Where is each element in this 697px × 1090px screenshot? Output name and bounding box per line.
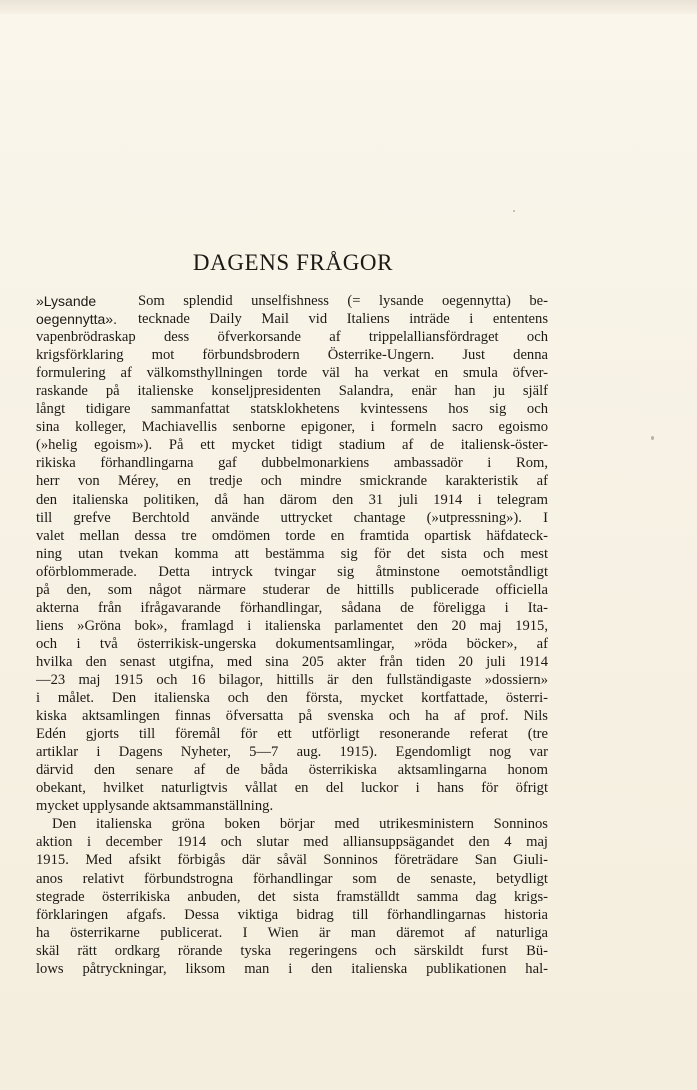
article-body xyxy=(36,292,548,978)
text-line: (»helig egoism»). På ett mycket tidigt stadium af de italiensk-öster- xyxy=(36,437,548,454)
text-line: ha österrikarne publicerat. I Wien är man däremot af naturliga xyxy=(36,924,548,941)
page-title: DAGENS FRÅGOR xyxy=(192,250,394,275)
text-line: lows påtryckningar, liksom man i den italienska publikationen hal- xyxy=(36,960,548,977)
margin-note-line: »Lysande xyxy=(36,293,97,309)
text-line: oförblommerade. Detta intryck tvingar sig åtminstone oemotståndligt xyxy=(36,563,548,580)
text-line: kiska aktsamlingen finnas öfversatta på svenska och ha af prof. Nils xyxy=(36,708,548,725)
text-line: —23 maj 1915 och 16 bilagor, hittills är den fullständigaste »dossiern» xyxy=(36,671,548,688)
text-line: aktion i december 1914 och slutar med alliansuppsägandet den 4 maj xyxy=(36,834,548,851)
text-line: obekant, hvilket naturligtvis vållat en del luckor i hans för öfrigt xyxy=(36,780,548,797)
text-line: formulering af välkomsthyllningen torde väl ha verkat en smula öfver- xyxy=(36,365,548,382)
text-line: den italienska politiken, då han därom den 31 juli 1914 i telegram xyxy=(36,491,548,508)
text-line: sina kolleger, Machiavellis senborne epigoner, i formeln sacro egoismo xyxy=(36,419,548,436)
text-line: anos relativt förbundstrogna förhandlingar som de senaste, betydligt xyxy=(36,870,548,887)
text-line: valet mellan dessa tre omdömen torde en framtida opartisk häfdateck- xyxy=(36,527,548,544)
text-line: raskande på italienske konseljpresidenten Salandra, enär han ju själf xyxy=(36,383,548,400)
paper-speck xyxy=(651,436,654,440)
text-line: och i två österrikisk-ungerska dokumentsamlingar, »röda böcker», af xyxy=(36,635,548,652)
text-line: vapenbrödraskap dess öfverkorsande af trippelalliansfördraget och xyxy=(36,329,548,346)
margin-note-line: oegennytta». xyxy=(36,311,117,327)
text-line: till grefve Berchtold använde uttrycket chantage (»utpressning»). I xyxy=(36,509,548,526)
text-line: tecknade Daily Mail vid Italiens inträde i ententens xyxy=(138,311,548,328)
text-line: artiklar i Dagens Nyheter, 5—7 aug. 1915). Egendomligt nog var xyxy=(36,744,548,761)
text-line: krigsförklaring mot förbundsbrodern Österrike-Ungern. Just denna xyxy=(36,347,548,364)
text-line: rikiska förhandlingarna gaf dubbelmonarkiens ambassadör i Rom, xyxy=(36,455,548,472)
page-edge xyxy=(0,0,697,14)
text-line: förklaringen afgafs. Dessa viktiga bidrag till förhandlingarnas historia xyxy=(36,906,548,923)
text-line: Den italienska gröna boken börjar med utrikesministern Sonninos xyxy=(52,816,548,833)
paper-speck xyxy=(513,210,515,212)
text-line: mycket upplysande aktsammanställning. xyxy=(36,798,274,815)
text-line: Som splendid unselfishness (= lysande oegennytta) be- xyxy=(138,293,548,309)
text-line: hvilka den senast utgifna, med sina 205 akter från tiden 20 juli 1914 xyxy=(36,653,548,670)
text-line: stegrade österrikiska anbuden, det sista framställdt samma dag krigs- xyxy=(36,888,548,905)
text-line: långt tidigare sammanfattat statsklokhetens kvintessens hos sig och xyxy=(36,401,548,418)
text-line: på den, som något närmare studerar de hittills publicerade officiella xyxy=(36,581,548,598)
text-line: herr von Mérey, en tredje och mindre smickrande karakteristik af xyxy=(36,473,548,490)
text-line: 1915. Med afsikt förbigås där såväl Sonninos företrädare San Giuli- xyxy=(36,852,548,869)
text-line: ning utan tvekan komma att bestämma sig för det sista och mest xyxy=(36,545,548,562)
text-line: Edén gjorts till föremål för ett utförligt resonerande referat (tre xyxy=(36,726,548,743)
text-line: akterna från ifrågavarande förhandlingar, sådana de föreligga i Ita- xyxy=(36,599,548,616)
text-line: i målet. Den italienska och den första, mycket kortfattade, österri- xyxy=(36,690,548,707)
text-line: skäl rätt ordkarg rörande tyska regeringens och särskildt furst Bü- xyxy=(36,942,548,959)
text-line: liens »Gröna bok», framlagd i italienska parlamentet den 20 maj 1915, xyxy=(36,617,548,634)
text-line: därvid den senare af de båda österrikiska aktsamlingarna honom xyxy=(36,762,548,779)
